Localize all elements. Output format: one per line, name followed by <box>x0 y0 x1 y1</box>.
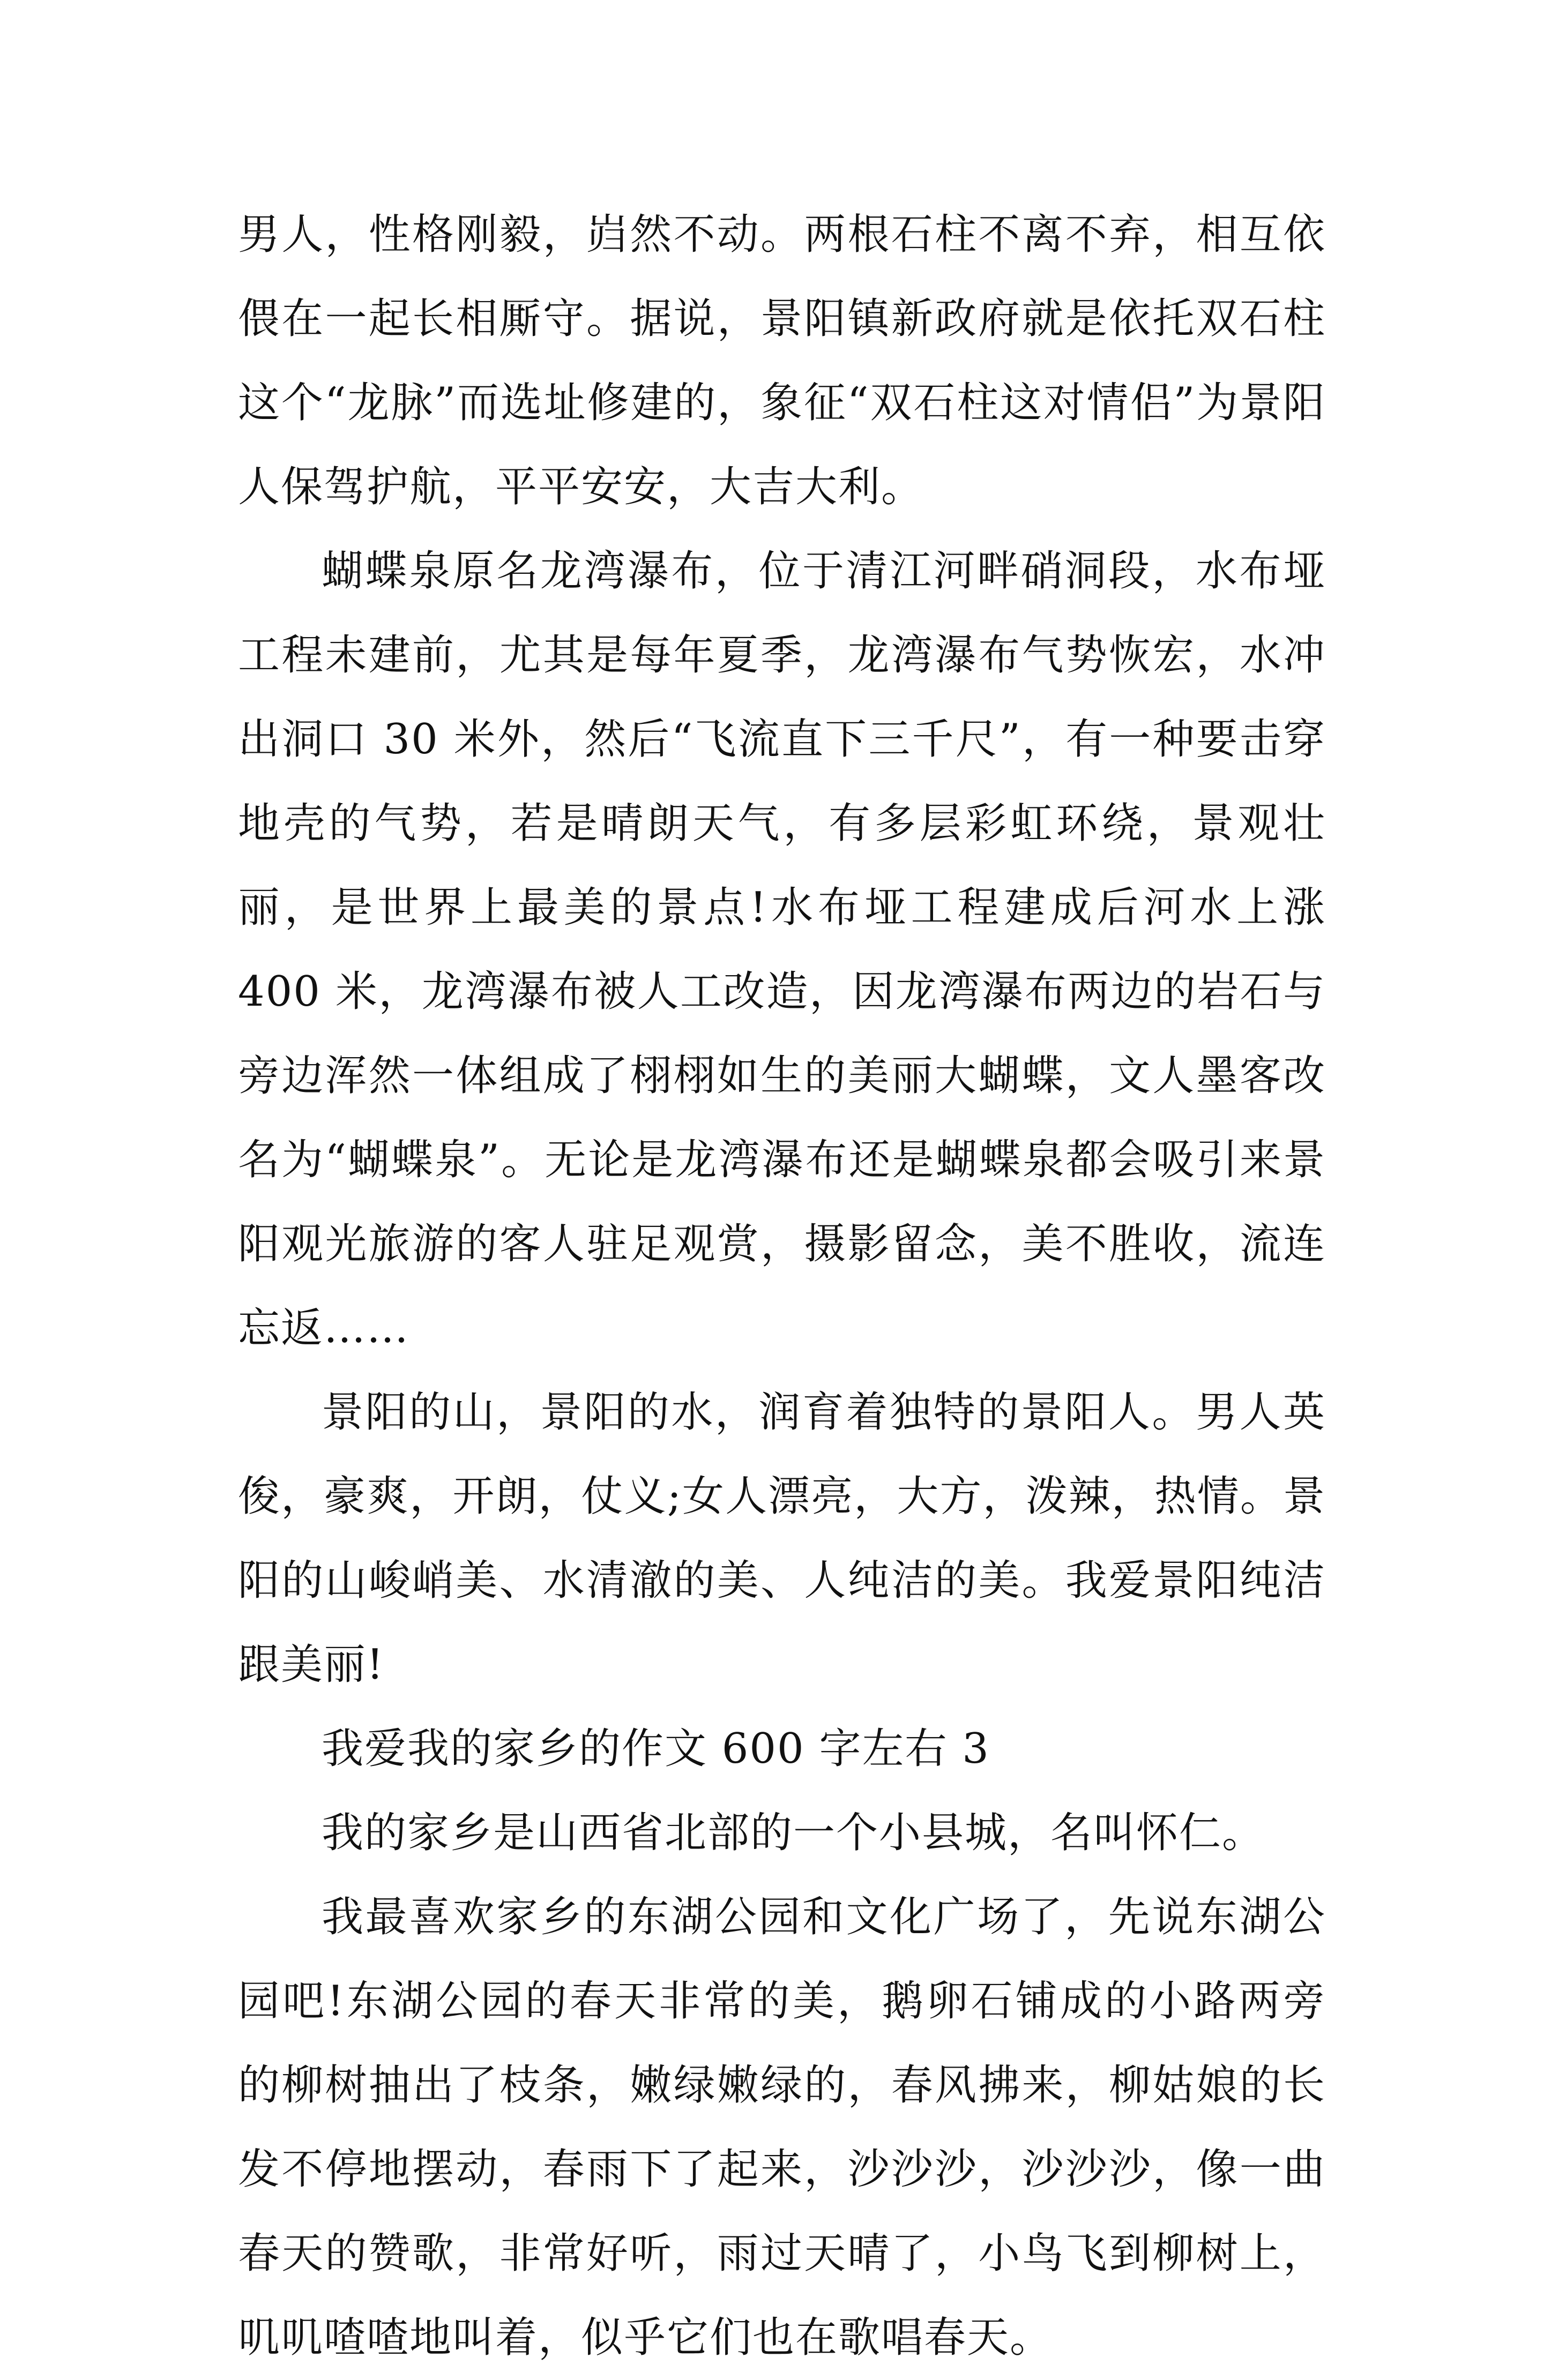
paragraph-butterfly-spring: 蝴蝶泉原名龙湾瀑布，位于清江河畔硝洞段，水布垭工程未建前，尤其是每年夏季，龙湾瀑布气势恢宏，水冲出洞口 30 米外，然后“飞流直下三千尺”，有一种要击穿地壳的气势，若是晴朗天气，有多层彩虹环绕，景观壮丽，是世界上最美的景点!水布垭工程建成后河水上涨 400 米，龙湾瀑布被人工改造，因龙湾瀑布两边的岩石与旁边浑然一体组成了栩栩如生的美丽大蝴蝶，文人墨客改名为“蝴蝶泉”。无论是龙湾瀑布还是蝴蝶泉都会吸引来景阳观光旅游的客人驻足观赏，摄影留念，美不胜收，流连忘返…… <box>238 547 1326 1352</box>
paragraph-hometown-intro: 我的家乡是山西省北部的一个小县城，名叫怀仁。 <box>322 1809 1265 1857</box>
paragraph-jingyang-people: 景阳的山，景阳的水，润育着独特的景阳人。男人英俊，豪爽，开朗，仗义;女人漂亮，大方，泼辣，热情。景阳的山峻峭美、水清澈的美、人纯洁的美。我爱景阳纯洁跟美丽! <box>238 1388 1326 1689</box>
essay-heading: 我爱我的家乡的作文 600 字左右 3 <box>322 1725 990 1773</box>
paragraph-continuation: 男人，性格刚毅，岿然不动。两根石柱不离不弃，相互依偎在一起长相厮守。据说，景阳镇新政府就是依托双石柱这个“龙脉”而选址修建的，象征“双石柱这对情侣”为景阳人保驾护航，平平安安，大吉大利。 <box>238 211 1326 511</box>
document-body <box>238 193 1326 2380</box>
paragraph-donghu-park: 我最喜欢家乡的东湖公园和文化广场了，先说东湖公园吧!东湖公园的春天非常的美，鹅卵石铺成的小路两旁的柳树抽出了枝条，嫩绿嫩绿的，春风拂来，柳姑娘的长发不停地摆动，春雨下了起来，沙沙沙，沙沙沙，像一曲春天的赞歌，非常好听，雨过天晴了，小鸟飞到柳树上，叽叽喳喳地叫着，似乎它们也在歌唱春天。 <box>238 1893 1326 2362</box>
